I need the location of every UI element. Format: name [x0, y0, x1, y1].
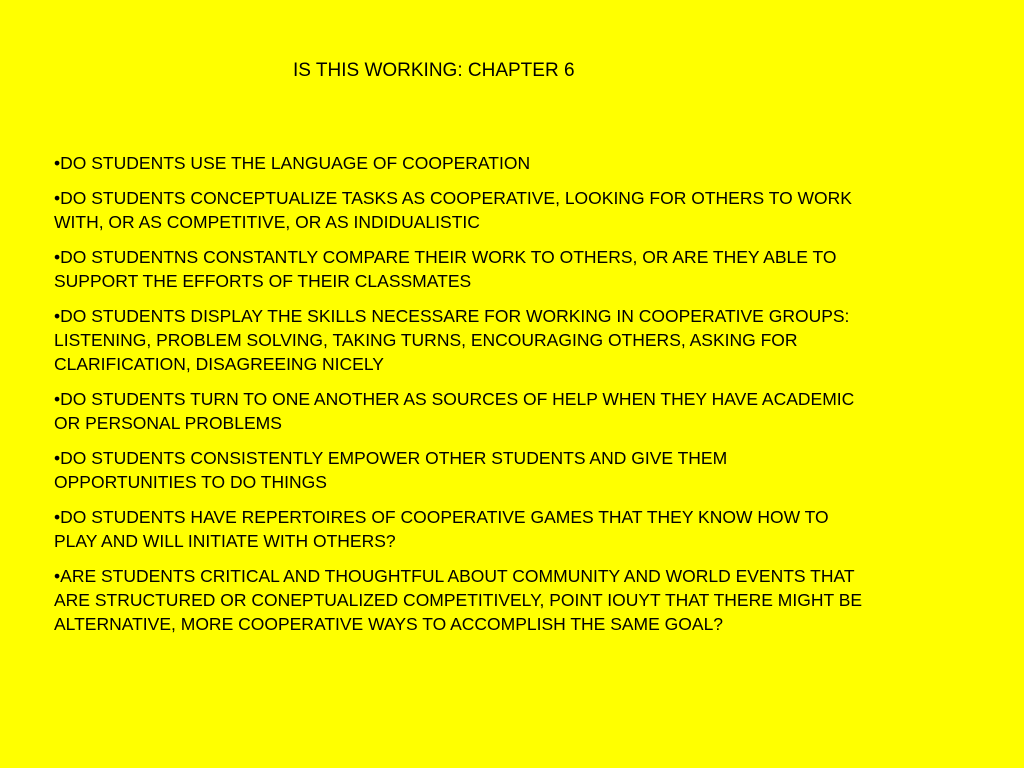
bullet-text: DO STUDENTS TURN TO ONE ANOTHER AS SOURCES OF HELP WHEN THEY HAVE ACADEMIC OR PERSONAL PROBLEMS	[54, 389, 855, 433]
bullet-item	[54, 245, 874, 293]
bullet-text: ARE STUDENTS CRITICAL AND THOUGHTFUL ABOUT COMMUNITY AND WORLD EVENTS THAT ARE STRUCTURED OR CONEPTUALIZED COMPETITIVELY, POINT IOUYT THAT THERE MIGHT BE ALTERNATIVE, MORE COOPERATIVE WAYS TO ACCOMPLISH THE SAME GOAL?	[54, 566, 863, 634]
bullet-item	[54, 304, 874, 376]
bullet-text: DO STUDENTS CONSISTENTLY EMPOWER OTHER STUDENTS AND GIVE THEM OPPORTUNITIES TO DO THINGS	[54, 448, 728, 492]
bullet-marker: •	[54, 566, 61, 586]
bullet-text: DO STUDENTS USE THE LANGUAGE OF COOPERATION	[60, 153, 531, 173]
bullet-marker: •	[54, 247, 61, 267]
slide-title: IS THIS WORKING: CHAPTER 6	[293, 60, 575, 81]
bullet-text: DO STUDENTS CONCEPTUALIZE TASKS AS COOPERATIVE, LOOKING FOR OTHERS TO WORK WITH, OR AS COMPETITIVE, OR AS INDIDUALISTIC	[54, 188, 852, 232]
bullet-text: DO STUDENTS DISPLAY THE SKILLS NECESSARE FOR WORKING IN COOPERATIVE GROUPS: LISTENING, PROBLEM SOLVING, TAKING TURNS, ENCOURAGING OTHERS, ASKING FOR CLARIFICATION, DISAGREEING NICELY	[54, 306, 850, 374]
bullet-item	[54, 505, 874, 553]
bullet-marker: •	[54, 507, 61, 527]
bullet-text: DO STUDENTNS CONSTANTLY COMPARE THEIR WORK TO OTHERS, OR ARE THEY ABLE TO SUPPORT THE EFFORTS OF THEIR CLASSMATES	[54, 247, 837, 291]
bullet-item	[54, 186, 874, 234]
bullet-marker: •	[54, 448, 61, 468]
bullet-item	[54, 564, 874, 636]
bullet-marker: •	[54, 389, 61, 409]
bullet-list	[54, 151, 874, 647]
bullet-item	[54, 446, 874, 494]
bullet-text: DO STUDENTS HAVE REPERTOIRES OF COOPERATIVE GAMES THAT THEY KNOW HOW TO PLAY AND WILL INITIATE WITH OTHERS?	[54, 507, 829, 551]
bullet-marker: •	[54, 306, 61, 326]
bullet-marker: •	[54, 188, 61, 208]
bullet-item	[54, 151, 874, 175]
bullet-item	[54, 387, 874, 435]
bullet-marker: •	[54, 153, 61, 173]
